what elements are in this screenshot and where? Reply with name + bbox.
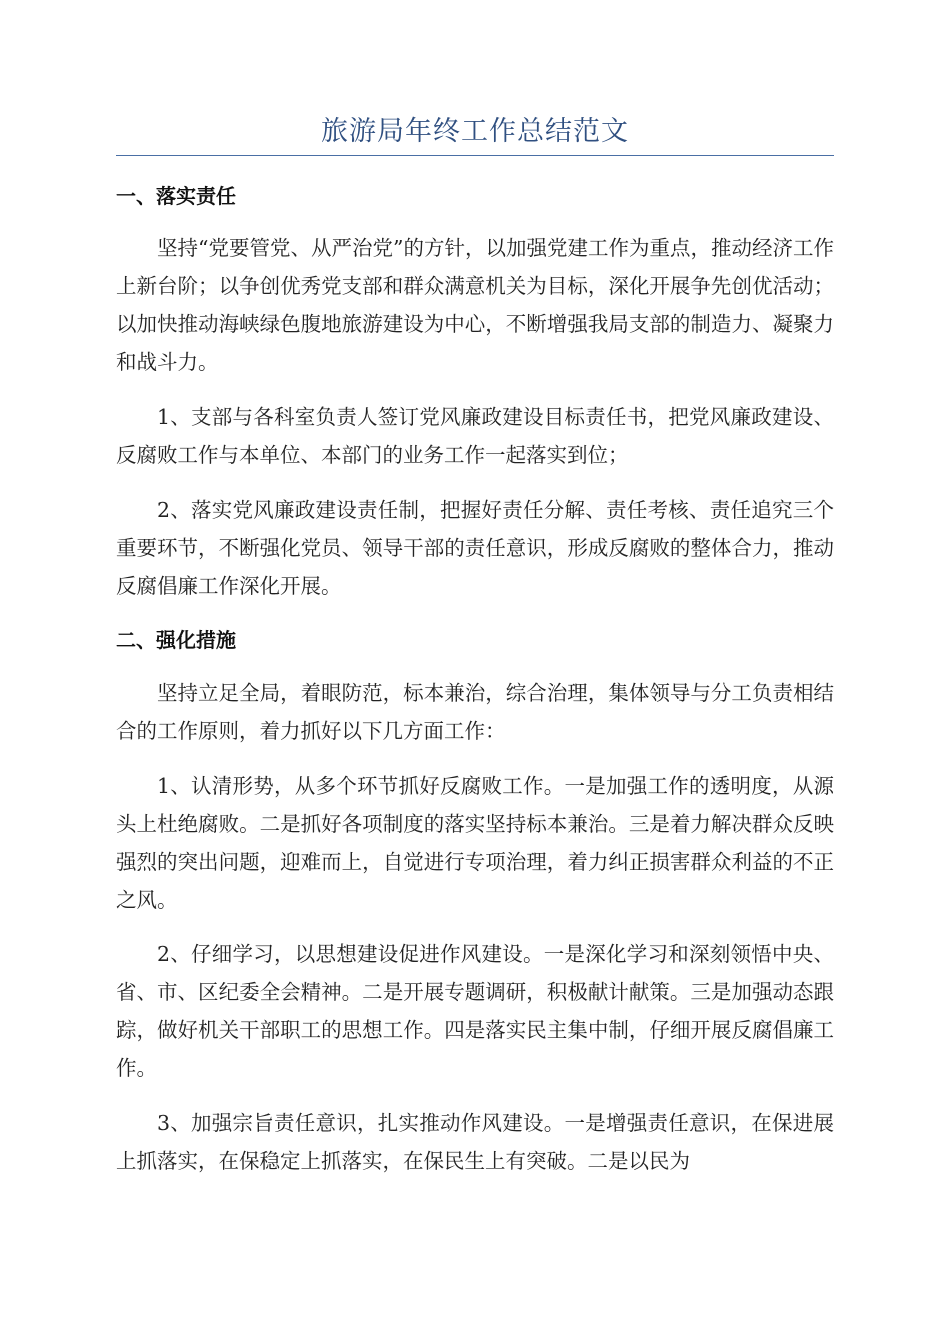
paragraph: 1、认清形势，从多个环节抓好反腐败工作。一是加强工作的透明度，从源头上杜绝腐败。二是抓好各项制度的落实坚持标本兼治。三是着力解决群众反映强烈的突出问题，迎难而上，自觉进行专项治理，着力纠正损害群众利益的不正之风。 [116, 774, 834, 912]
paragraph: 1、支部与各科室负责人签订党风廉政建设目标责任书，把党风廉政建设、反腐败工作与本单位、本部门的业务工作一起落实到位； [116, 405, 834, 467]
paragraph: 坚持“党要管党、从严治党”的方针，以加强党建工作为重点，推动经济工作上新台阶；以争创优秀党支部和群众满意机关为目标，深化开展争先创优活动；以加快推动海峡绿色腹地旅游建设为中心，不断增强我局支部的制造力、凝聚力和战斗力。 [116, 236, 834, 374]
title-divider [116, 155, 834, 156]
paragraph: 2、仔细学习，以思想建设促进作风建设。一是深化学习和深刻领悟中央、省、市、区纪委全会精神。二是开展专题调研，积极献计献策。三是加强动态跟踪，做好机关干部职工的思想工作。四是落实民主集中制，仔细开展反腐倡廉工作。 [116, 942, 834, 1080]
paragraph: 3、加强宗旨责任意识，扎实推动作风建设。一是增强责任意识，在保进展上抓落实，在保稳定上抓落实，在保民生上有突破。二是以民为 [116, 1111, 834, 1173]
paragraph: 2、落实党风廉政建设责任制，把握好责任分解、责任考核、责任追究三个重要环节，不断强化党员、领导干部的责任意识，形成反腐败的整体合力，推动反腐倡廉工作深化开展。 [116, 498, 834, 598]
section-heading-2: 二、强化措施 [116, 628, 236, 652]
section-heading-1: 一、落实责任 [116, 184, 236, 208]
document-title: 旅游局年终工作总结范文 [321, 116, 629, 147]
paragraph: 坚持立足全局，着眼防范，标本兼治，综合治理，集体领导与分工负责相结合的工作原则，着力抓好以下几方面工作： [116, 681, 834, 743]
